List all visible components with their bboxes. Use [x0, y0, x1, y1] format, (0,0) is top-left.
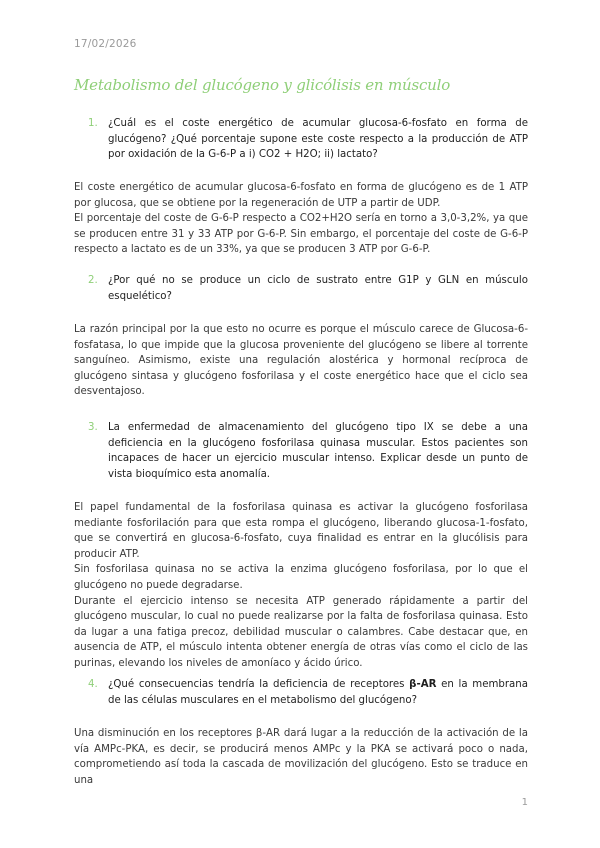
answer-paragraph: Sin fosforilasa quinasa no se activa la enzima glucógeno fosforilasa, por lo que el glucógeno no puede degradarse. [74, 564, 528, 591]
answer-3 [74, 500, 528, 672]
question-text-part: ¿Qué consecuencias tendría la deficiencia de receptores [108, 679, 410, 690]
answer-paragraph: Durante el ejercicio intenso se necesita ATP generado rápidamente a partir del glucógeno muscular, lo cual no puede realizarse por la falta de fosforilasa quinasa. Esto da lugar a una fatiga precoz, debilidad muscular o calambres. Cabe destacar que, en ausencia de ATP, el músculo intenta obtener energía de otras vías como el ciclo de las purinas, elevando los niveles de amoníaco y ácido úrico. [74, 595, 528, 669]
answer-paragraph: El porcentaje del coste de G-6-P respecto a CO2+H2O sería en torno a 3,0-3,2%, ya que se producen entre 31 y 33 ATP por G-6-P. Sin embargo, el porcentaje del coste de G-6-P respecto a lactato es de un 33%, ya que se producen 3 ATP por G-6-P. [74, 213, 528, 256]
answer-paragraph: El papel fundamental de la fosforilasa quinasa es activar la glucógeno fosforilasa mediante fosforilación para que esta rompa el glucógeno, liberando glucosa-1-fosfato, que se convertirá en glucosa-6-fosfato, cuya finalidad es entrar en la glucólisis para producir ATP. [74, 502, 528, 560]
question-number: 3. [88, 422, 98, 433]
question-number: 1. [88, 118, 98, 129]
question-text-part: en la membrana de las células musculares en el metabolismo del glucógeno? [108, 679, 528, 706]
question-3 [88, 420, 528, 482]
question-text: La enfermedad de almacenamiento del glucógeno tipo IX se debe a una deficiencia en la glucógeno fosforilasa quinasa muscular. Estos pacientes son incapaces de hacer un ejercicio muscular intenso. Explicar desde un punto de vista bioquímico esta anomalía. [108, 422, 528, 480]
question-number: 2. [88, 275, 98, 286]
question-text: ¿Cuál es el coste energético de acumular glucosa-6-fosfato en forma de glucógeno? ¿Qué porcentaje supone este coste respecto a la producción de ATP por oxidación de la G-6-P a i) CO2 + H2O; ii) lactato? [108, 118, 528, 161]
document-date: 17/02/2026 [74, 38, 137, 50]
answer-2 [74, 322, 528, 400]
answer-4 [74, 726, 528, 788]
answer-paragraph: Una disminución en los receptores β-AR dará lugar a la reducción de la activación de la vía AMPc-PKA, es decir, se producirá menos AMPc y la PKA se activará poco o nada, comprometiendo así toda la cascada de movilización del glucógeno. Esto se traduce en una [74, 728, 528, 786]
question-4 [88, 677, 528, 708]
document-title: Metabolismo del glucógeno y glicólisis en músculo [74, 76, 451, 94]
answer-paragraph: El coste energético de acumular glucosa-6-fosfato en forma de glucógeno es de 1 ATP por glucosa, que se obtiene por la regeneración de UTP a partir de UDP. [74, 182, 528, 209]
question-2 [88, 273, 528, 304]
answer-1 [74, 180, 528, 258]
question-text [108, 677, 528, 708]
page-number: 1 [521, 797, 528, 808]
question-number: 4. [88, 679, 98, 690]
beta-ar-term: β-AR [409, 679, 437, 690]
question-text: ¿Por qué no se produce un ciclo de sustrato entre G1P y GLN en músculo esquelético? [108, 275, 528, 302]
question-1 [88, 116, 528, 163]
answer-paragraph: La razón principal por la que esto no ocurre es porque el músculo carece de Glucosa-6-fosfatasa, lo que impide que la glucosa proveniente del glucógeno se libere al torrente sanguíneo. Asimismo, existe una regulación alostérica y hormonal recíproca de glucógeno sintasa y glucógeno fosforilasa y el coste energético hace que el ciclo sea desventajoso. [74, 324, 528, 398]
